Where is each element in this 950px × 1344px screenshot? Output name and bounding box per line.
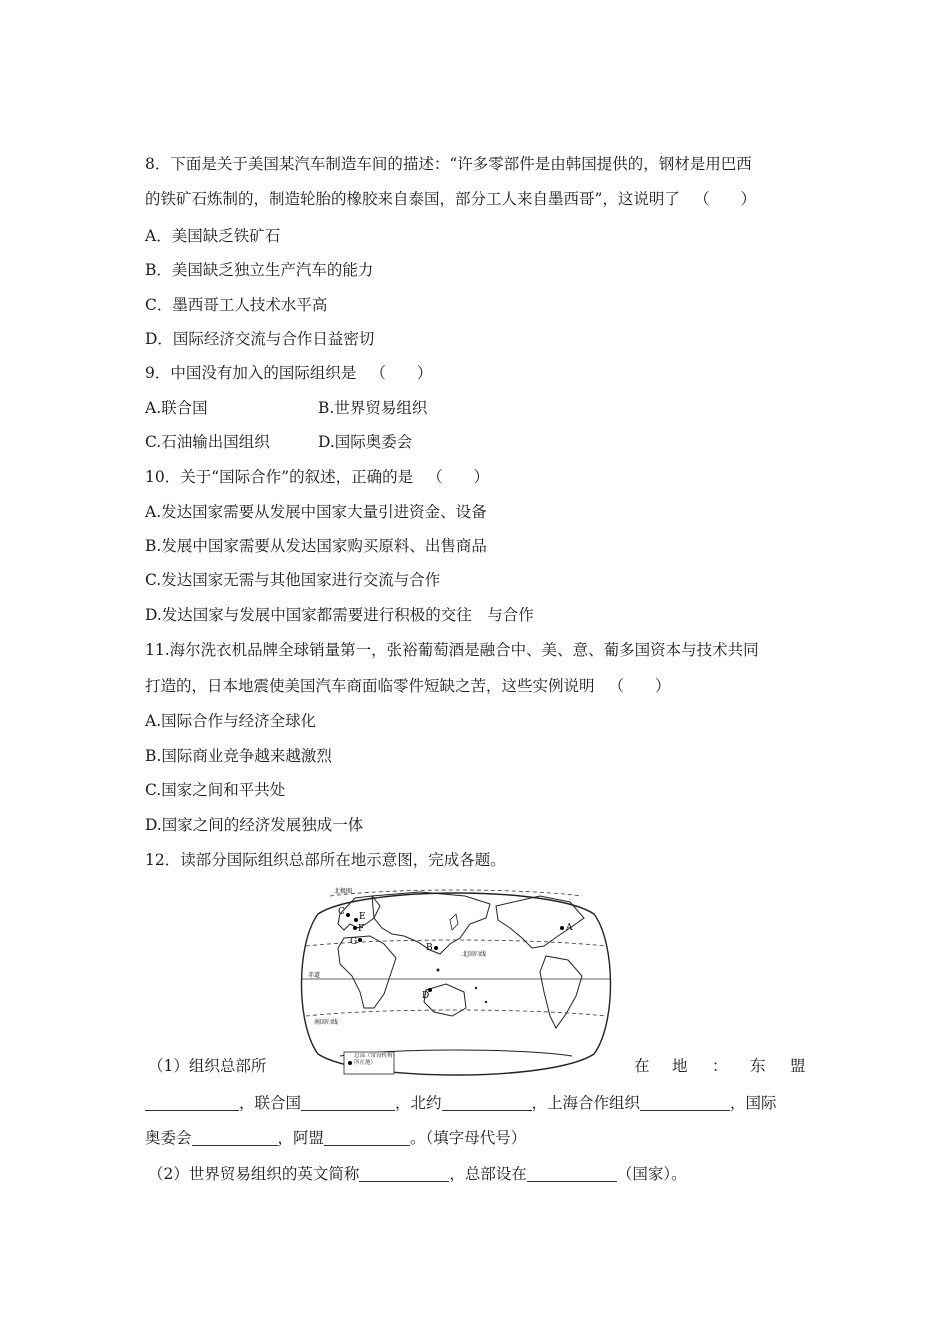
blank-un[interactable] xyxy=(301,1094,395,1111)
q12-sub1-line2 xyxy=(145,1093,777,1113)
hq-point-b xyxy=(434,946,438,950)
point-label-e: E xyxy=(359,912,366,922)
point-label-f: F xyxy=(358,924,365,934)
q12-sub2-text1: （2）世界贸易组织的英文简称 xyxy=(148,1165,360,1183)
q12-sub1-word-dong: 东 xyxy=(750,1057,766,1075)
q9-option-a: A.联合国 xyxy=(145,399,208,417)
hq-point-f xyxy=(353,926,357,930)
q12-sub1-start: （1）组织总部所 xyxy=(148,1057,267,1075)
q9-answer-paren: （ ） xyxy=(370,364,433,382)
q12-sub1-sco-text: ，上海合作组织 xyxy=(531,1094,641,1112)
point-label-a: A xyxy=(566,923,573,933)
q11-option-d: D.国家之间的经济发展独成一体 xyxy=(145,816,364,834)
point-label-c: C xyxy=(338,907,345,917)
q9-stem xyxy=(145,363,432,383)
map-legend-text-wrap xyxy=(354,1053,394,1073)
blank-ioc[interactable] xyxy=(192,1129,278,1146)
hq-point-g xyxy=(358,938,362,942)
q10-answer-paren: （ ） xyxy=(427,468,490,486)
q10-option-d: D.发达国家与发展中国家都需要进行积极的交往 与合作 xyxy=(145,606,534,624)
q11-stem-line2 xyxy=(145,676,671,696)
island-dot xyxy=(437,969,440,972)
q12-sub1-nato-text: ，北约 xyxy=(395,1094,442,1112)
map-outline xyxy=(302,893,611,1075)
hq-point-a xyxy=(560,926,564,930)
tropic-of-capricorn-label: 南回归线 xyxy=(314,1019,339,1026)
q12-sub2-text3: （国家）。 xyxy=(616,1165,687,1183)
q9-stem-text: 9．中国没有加入的国际组织是 xyxy=(145,364,357,382)
arctic-circle-label: 北极圈 xyxy=(334,888,353,895)
blank-wto-country[interactable] xyxy=(527,1165,617,1182)
map-legend-dot xyxy=(348,1061,352,1065)
q8-answer-paren: （ ） xyxy=(693,190,756,208)
q8-option-b: B．美国缺乏独立生产汽车的能力 xyxy=(145,261,374,279)
q12-sub1-word-meng: 盟 xyxy=(790,1057,806,1075)
q11-stem-line1: 11.海尔洗衣机品牌全球销量第一，张裕葡萄酒是融合中、美、意、葡多国资本与技术共同 xyxy=(145,641,759,659)
q11-stem-text: 打造的，日本地震使美国汽车商面临零件短缺之苦，这些实例说明 xyxy=(145,677,595,695)
q12-sub1-note: 。（填字母代号） xyxy=(410,1129,527,1147)
q12-sub1-ioc-text: ，国际 xyxy=(730,1094,777,1112)
q11-option-b: B.国际商业竞争越来越激烈 xyxy=(145,747,332,765)
equator-label: 赤道 xyxy=(308,972,321,979)
q9-option-d: D.国际奥委会 xyxy=(318,433,413,451)
q11-option-a: A.国际合作与经济全球化 xyxy=(145,712,317,730)
q10-option-a: A.发达国家需要从发展中国家大量引进资金、设备 xyxy=(145,503,487,521)
q9-option-b: B.世界贸易组织 xyxy=(318,399,428,417)
q12-sub1-un-text: ，联合国 xyxy=(239,1094,302,1112)
q10-stem xyxy=(145,467,489,487)
q9-option-c: C.石油输出国组织 xyxy=(145,433,270,451)
point-label-b: B xyxy=(426,943,433,953)
q8-option-a: A．美国缺乏铁矿石 xyxy=(145,227,281,245)
q11-option-c: C.国家之间和平共处 xyxy=(145,781,286,799)
q8-option-c: C．墨西哥工人技术水平高 xyxy=(145,296,328,314)
q10-option-c: C.发达国家无需与其他国家进行交流与合作 xyxy=(145,571,441,589)
q12-sub1-colon: ： xyxy=(712,1057,728,1075)
q12-sub2-line xyxy=(148,1164,687,1184)
island-dot xyxy=(475,987,477,989)
island-dot xyxy=(485,1001,487,1003)
q8-stem-text: 的铁矿石炼制的，制造轮胎的橡胶来自泰国，部分工人来自墨西哥”，这说明了 xyxy=(145,190,680,208)
q11-answer-paren: （ ） xyxy=(608,677,671,695)
q12-sub1-line3 xyxy=(145,1128,526,1148)
point-label-d: D xyxy=(422,991,430,1001)
point-label-g: G xyxy=(350,937,358,947)
q8-option-d: D．国际经济交流与合作日益密切 xyxy=(145,330,375,348)
tropic-of-cancer-label: 北回归线 xyxy=(462,951,487,958)
q12-sub1-word-zai: 在 xyxy=(634,1057,650,1075)
blank-wto-abbr[interactable] xyxy=(359,1165,449,1182)
hq-point-e xyxy=(354,918,358,922)
q12-sub1-arab-league-text: ，阿盟 xyxy=(277,1129,325,1147)
q8-stem-line1: 8．下面是关于美国某汽车制造车间的描述：“许多零部件是由韩国提供的，钢材是用巴西 xyxy=(145,155,752,173)
blank-asean[interactable] xyxy=(145,1094,239,1111)
q8-stem-line2 xyxy=(145,189,756,209)
blank-sco[interactable] xyxy=(640,1094,730,1111)
hq-point-c xyxy=(346,913,350,917)
q12-sub2-text2: ，总部设在 xyxy=(449,1165,527,1183)
q12-sub1-ioc-label: 奥委会 xyxy=(145,1129,192,1147)
map-legend-text: 总部（常设机构所在地） xyxy=(354,1053,393,1066)
q12-sub1-word-di: 地 xyxy=(672,1057,688,1075)
blank-nato[interactable] xyxy=(442,1094,532,1111)
blank-arab-league[interactable] xyxy=(324,1129,410,1146)
world-map-figure xyxy=(300,884,612,1084)
q10-stem-text: 10．关于“国际合作”的叙述，正确的是 xyxy=(145,468,414,486)
q12-stem: 12．读部分国际组织总部所在地示意图，完成各题。 xyxy=(145,851,506,869)
q10-option-b: B.发展中国家需要从发达国家购买原料、出售商品 xyxy=(145,537,487,555)
